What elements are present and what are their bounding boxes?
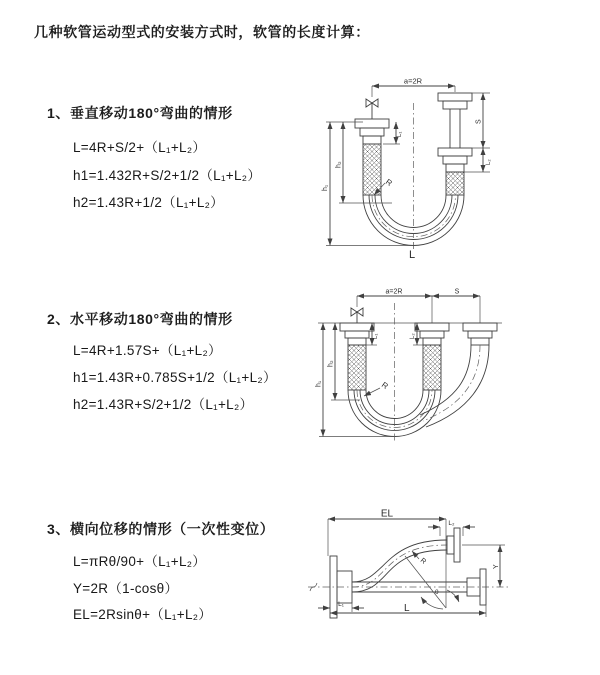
radius-callout	[364, 380, 390, 396]
dim-length	[330, 603, 486, 617]
dim-label-r: R	[379, 380, 390, 391]
formula-line: EL=2Rsinθ+（L₁+L₂）	[73, 607, 213, 622]
right-flange-displaced	[447, 528, 460, 562]
dim-a2r	[372, 77, 455, 98]
diagram-3-drawing	[300, 495, 600, 635]
dim-label-h1: h₁	[315, 380, 323, 387]
dim-label-h2: h₂	[335, 161, 343, 168]
formula-line: Y=2R（1-cosθ）	[73, 581, 179, 596]
dim-l1	[383, 122, 403, 144]
dim-label-el: EL	[380, 508, 394, 520]
dim-label-l1: L₁	[338, 601, 344, 608]
section-1-heading: 1、垂直移动180°弯曲的情形	[47, 105, 233, 121]
dim-y	[462, 545, 505, 587]
formula-line: h1=1.43R+0.785S+1/2（L₁+L₂）	[73, 370, 277, 385]
dim-label-l2: L₂	[448, 520, 455, 527]
formula-line: h2=1.43R+1/2（L₁+L₂）	[73, 195, 224, 210]
braided-hose-left	[363, 144, 381, 195]
dim-label-r: R	[418, 557, 428, 566]
dim-el	[328, 509, 446, 609]
section-2-heading: 2、水平移动180°弯曲的情形	[47, 311, 233, 327]
valve-icon	[351, 308, 363, 323]
dim-label-theta: θ	[435, 589, 439, 596]
dim-label-r: R	[383, 177, 394, 188]
formula-line: L=4R+S/2+（L₁+L₂）	[73, 140, 207, 155]
section-3-heading: 3、横向位移的情形（一次性变位）	[47, 521, 275, 537]
dim-l1	[366, 323, 379, 345]
diagram-1-drawing	[300, 75, 596, 267]
right-flange-lower	[438, 148, 472, 172]
dim-l2	[410, 323, 423, 345]
dim-label-l2: L₂	[410, 333, 416, 339]
right-flange-upper	[438, 93, 472, 148]
formula-line: L=4R+1.57S+（L₁+L₂）	[73, 343, 222, 358]
dim-label-l2: L₂	[486, 159, 492, 165]
dim-label-s: S	[454, 288, 460, 296]
dim-label-h1: h₁	[322, 184, 329, 191]
dim-label-a2r: a=2R	[385, 288, 403, 296]
formula-line: h1=1.432R+S/2+1/2（L₁+L₂）	[73, 168, 262, 183]
dim-label-a2r: a=2R	[403, 76, 423, 86]
dim-label-h2: h₂	[327, 360, 335, 367]
dim-label-length: L	[404, 603, 410, 614]
braided-hose-right	[446, 172, 464, 195]
dim-l2	[428, 520, 475, 536]
braided-hose-middle	[423, 345, 441, 390]
hose-displaced-position	[352, 540, 447, 592]
diagram-horizontal-180-bend	[300, 283, 600, 473]
diagram-vertical-180-bend	[300, 75, 596, 267]
diagram-lateral-displacement	[300, 495, 600, 635]
left-flange	[355, 119, 389, 144]
dim-label-length: L	[409, 249, 416, 261]
middle-flange	[415, 323, 449, 345]
page-title: 几种软管运动型式的安装方式时，软管的长度计算：	[34, 24, 370, 40]
dim-s	[472, 93, 490, 148]
valve-icon	[366, 99, 378, 119]
diagram-2-drawing	[300, 283, 600, 473]
braided-hose-left	[348, 345, 366, 390]
dim-label-l1: L₁	[373, 333, 379, 339]
left-flange	[340, 323, 374, 345]
dim-a2r	[357, 289, 432, 297]
right-flange-displaced	[463, 323, 497, 345]
dim-l1	[318, 601, 364, 612]
formula-line: L=πRθ/90+（L₁+L₂）	[73, 554, 207, 569]
dim-label-y: Y	[493, 564, 500, 569]
dim-s	[432, 289, 480, 297]
dim-label-l1: L₁	[397, 131, 403, 137]
dim-l2	[464, 148, 492, 172]
dim-label-s: S	[475, 119, 483, 124]
formula-line: h2=1.43R+S/2+1/2（L₁+L₂）	[73, 397, 254, 412]
